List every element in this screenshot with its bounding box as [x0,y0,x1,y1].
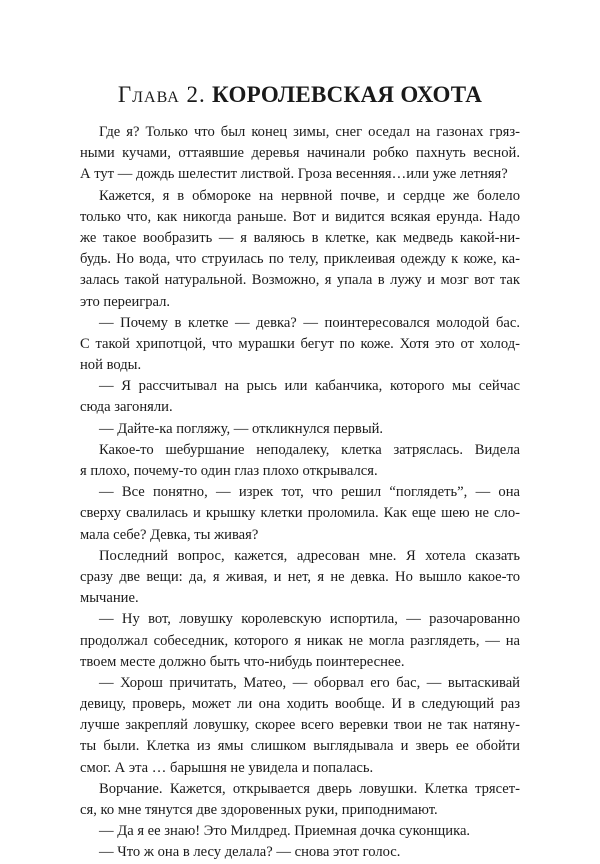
body-text [80,122,520,864]
paragraph [80,313,520,377]
text-line: — Все понятно, — изрек тот, что решил “поглядеть”, — она [99,484,520,501]
text-line: А тут — дождь шелестит листвой. Гроза весенняя…или уже летняя? [80,166,508,183]
text-line: — Хорош причитать, Матео, — оборвал его бас, — вытаскивай [99,674,520,691]
paragraph [80,842,520,863]
text-line: — Я рассчитывал на рысь или кабанчика, которого мы сейчас [99,378,520,395]
paragraph [80,186,520,313]
text-line: — Что ж она в лесу делала? — снова этот голос. [99,844,401,861]
chapter-title [0,82,600,108]
text-line: мычание. [80,590,139,607]
text-line: Какое-то шебуршание неподалеку, клетка затряслась. Видела [99,441,520,458]
text-line: — Да я ее знаю! Это Милдред. Приемная дочка суконщика. [99,823,471,840]
paragraph [80,779,520,821]
text-line: будь. Но вода, что струилась по телу, приклеивая одежду к коже, ка- [80,251,520,268]
text-line: смог. А эта … барышня не увидела и попалась. [80,759,374,776]
paragraph [80,376,520,418]
paragraph [80,440,520,482]
text-line: ной воды. [80,357,142,374]
paragraph [80,419,520,440]
text-line: сверху свалилась и крышку клетки проломила. Как еще шею не сло- [80,505,520,522]
paragraph [80,482,520,546]
text-line: только что, как никогда раньше. Вот и видится всякая ерунда. Надо [80,208,520,225]
text-line: залась такой натуральной. Возможно, я упала в лужу и мозг вот так [80,272,520,289]
text-line: продолжал собеседник, которого я никак не могла разглядеть, — на [80,632,520,649]
paragraph [80,821,520,842]
text-line: Последний вопрос, кажется, адресован мне. Я хотела сказать [99,547,520,564]
text-line: — Ну вот, ловушку королевскую испортила, — разочарованно [99,611,520,628]
text-line: сразу две вещи: да, я живая, и нет, я не девка. Но вышло какое-то [80,568,520,585]
text-line: Кажется, я в обмороке на нервной почве, и сердце же болело [99,187,520,204]
text-line: — Почему в клетке — девка? — поинтересовался молодой бас. [99,314,520,331]
paragraph [80,673,520,779]
text-line: сюда загоняли. [80,399,173,416]
text-line: я плохо, почему-то один глаз плохо открывался. [80,463,378,479]
text-line: же такое вообразить — я валяюсь в клетке, как медведь какой-ни- [80,229,520,246]
paragraph [80,122,520,186]
paragraph [80,609,520,673]
text-line: С такой хрипотцой, что мурашки бегут по коже. Хотя это от холод- [80,335,520,352]
text-line: ся, ко мне тянутся две здоровенных руки, приподнимают. [80,802,438,818]
text-line: мала себе? Девка, ты живая? [80,526,259,543]
text-line: это переиграл. [80,293,171,310]
paragraph [80,546,520,610]
text-line: — Дайте-ка погляжу, — откликнулся первый. [99,420,384,437]
chapter-name: КОРОЛЕВСКАЯ ОХОТА [212,82,483,107]
chapter-number: Глава 2. [117,82,206,107]
text-line: твоем месте должно быть что-нибудь поинтереснее. [80,653,405,670]
text-line: Ворчание. Кажется, открывается дверь ловушки. Клетка трясет- [99,780,520,797]
text-line: ными кучами, оттаявшие деревья начинали робко пахнуть весной. [80,145,520,162]
text-line: Где я? Только что был конец зимы, снег оседал на газонах гряз- [99,124,520,140]
text-line: ты были. Клетка из ямы слишком выглядывала и зверь ее обойти [80,738,520,755]
text-line: лучше закрепляй ловушку, скорее всего веревки твои не так натяну- [80,717,520,734]
text-line: девицу, проверь, может ли она ходить вообще. И в следующий раз [80,696,520,713]
